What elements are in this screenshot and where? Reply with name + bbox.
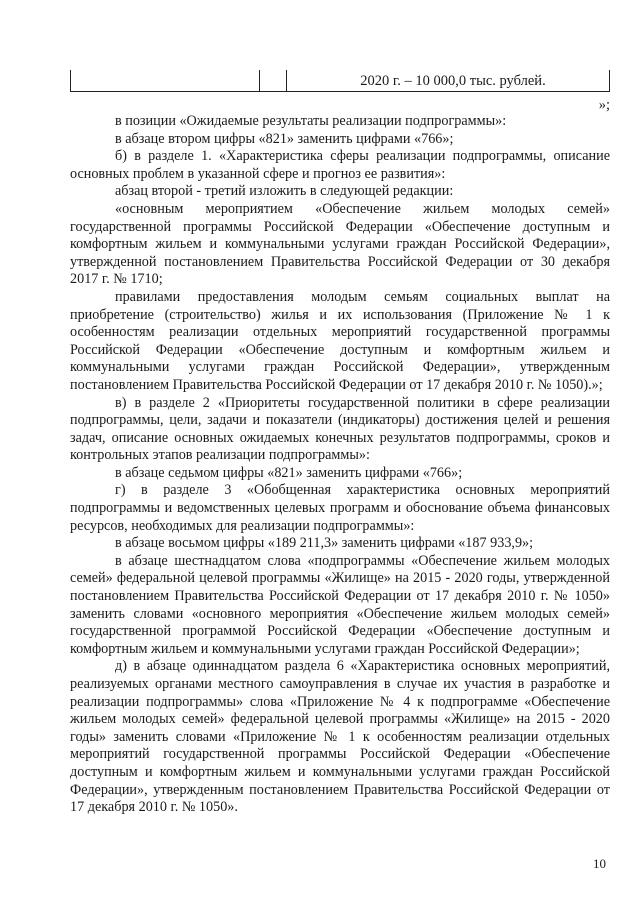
table-cell-empty	[71, 70, 260, 92]
paragraph: правилами предоставления молодым семьям социальных выплат на приобретение (строительство) жилья и их использования (Приложение № 1 к особенностям реализации отдельных мероприятий государственной программы Российской Федерации «Обеспечение доступным и комфортным жильем и коммунальными услугами граждан Российской Федерации», утвержденным постановлением Правительства Российской Федерации от 17 декабря 2010 г. № 1050).»;	[70, 288, 610, 393]
paragraph: в абзаце шестнадцатом слова «подпрограммы «Обеспечение жильем молодых семей» федеральной целевой программы «Жилище» на 2015 - 2020 годы, утвержденной постановлением Правительства Российской Федерации от 17 декабря 2010 г. № 1050» заменить словами «основного мероприятия «Обеспечение жильем молодых семей» государственной программой Российской Федерации «Обеспечение доступным и комфортным жильем и коммунальными услугами граждан Российской Федерации»;	[70, 552, 610, 657]
paragraph: б) в разделе 1. «Характеристика сферы реализации подпрограммы, описание основных проблем в указанной сфере и прогноз ее развития»:	[70, 148, 610, 182]
paragraph: г) в разделе 3 «Обобщенная характеристика основных мероприятий подпрограммы и ведомственных целевых программ и обоснование объема финансовых ресурсов, необходимых для реализации подпрограммы»:	[70, 482, 610, 534]
page-number: 10	[593, 856, 606, 871]
table-row	[71, 70, 610, 92]
document-body	[70, 113, 610, 817]
closing-quote-mark: »;	[598, 97, 610, 113]
paragraph: в абзаце втором цифры «821» заменить цифрами «766»;	[115, 130, 454, 147]
paragraph: в) в разделе 2 «Приоритеты государственной политики в сфере реализации подпрограммы, цели, задачи и показатели (индикаторы) достижения целей и решения задач, описание основных ожидаемых конечных результатов подпрограммы, сроков и контрольных этапов реализации подпрограммы»:	[70, 394, 610, 464]
paragraph: в абзаце восьмом цифры «189 211,3» заменить цифрами «187 933,9»;	[115, 535, 534, 552]
paragraph: в абзаце седьмом цифры «821» заменить цифрами «766»;	[115, 464, 463, 481]
table-cell-amount: 2020 г. – 10 000,0 тыс. рублей.	[287, 70, 610, 92]
table-cell-empty	[260, 70, 287, 92]
paragraph: «основным мероприятием «Обеспечение жильем молодых семей» государственной программы Российской Федерации «Обеспечение доступным и комфортным жильем и коммунальными услугами граждан Российской Федерации», утвержденной постановлением Правительства Российской Федерации от 30 декабря 2017 г. № 1710;	[70, 200, 610, 288]
paragraph: д) в абзаце одиннадцатом раздела 6 «Характеристика основных мероприятий, реализуемых органами местного самоуправления в случае их участия в разработке и реализации подпрограммы» слова «Приложение № 4 к подпрограмме «Обеспечение жильем молодых семей» федеральной целевой программы «Жилище» на 2015 - 2020 годы» заменить словами «Приложение № 1 к особенностям реализации отдельных мероприятий государственной программы Российской Федерации «Обеспечение доступным и комфортным жильем и коммунальными услугами граждан Российской Федерации», утвержденным постановлением Правительства Российской Федерации от 17 декабря 2010 г. № 1050».	[70, 658, 610, 816]
paragraph: абзац второй - третий изложить в следующей редакции:	[115, 183, 454, 200]
document-page	[70, 0, 610, 905]
paragraph: в позиции «Ожидаемые результаты реализации подпрограммы»:	[115, 113, 507, 129]
budget-table-fragment	[70, 70, 610, 92]
